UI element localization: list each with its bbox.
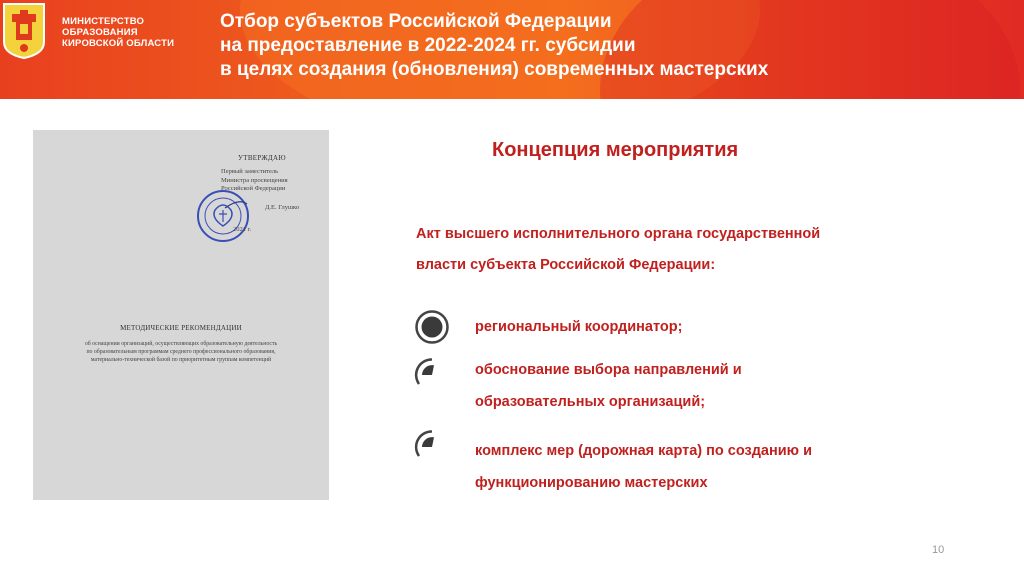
list-item-line: комплекс мер (дорожная карта) по созданию и	[475, 443, 812, 459]
header-banner	[0, 0, 1024, 99]
list-item-text	[475, 435, 935, 499]
title-line: на предоставление в 2022-2024 гг. субсидии	[220, 35, 636, 56]
list-item-line: образовательных организаций;	[475, 394, 706, 410]
act-description	[416, 219, 916, 281]
list-item-line: региональный координатор;	[475, 319, 683, 335]
official-stamp-icon	[195, 188, 251, 244]
full-circle-icon	[414, 309, 450, 345]
act-line: Акт высшего исполнительного органа государственной	[416, 226, 821, 242]
document-body	[53, 340, 309, 364]
document-date: 2021 г.	[233, 226, 252, 233]
document-scan	[33, 130, 329, 500]
page-number: 10	[932, 544, 945, 556]
partial-circle-icon	[414, 429, 450, 465]
coat-of-arms-logo	[0, 0, 48, 60]
list-item-line: обоснование выбора направлений и	[475, 362, 742, 378]
document-body-line: материально-технической базой по приоритетным группам компетенций	[90, 357, 272, 363]
document-signer: Д.Е. Глушко	[265, 204, 300, 211]
title-line: в целях создания (обновления) современных мастерских	[220, 59, 769, 80]
ministry-line: КИРОВСКОЙ ОБЛАСТИ	[62, 38, 175, 49]
concept-title: Концепция мероприятия	[492, 139, 739, 161]
list-item-text	[475, 311, 935, 343]
ministry-line: МИНИСТЕРСТВО	[62, 16, 145, 27]
document-body-line: по образовательным программам среднего профессионального образования,	[86, 349, 276, 355]
list-item-line: функционированию мастерских	[475, 475, 708, 491]
list-item-text	[475, 354, 935, 418]
title-line: Отбор субъектов Российской Федерации	[220, 11, 612, 32]
partial-circle-icon	[414, 357, 450, 393]
approver-line: Первый заместитель	[221, 168, 279, 175]
approver-line: Министра просвещения	[221, 176, 288, 184]
ministry-line: ОБРАЗОВАНИЯ	[62, 27, 138, 38]
page-title	[220, 10, 1000, 82]
approver-line: Российской Федерации	[221, 185, 286, 192]
document-body-line: об оснащении организаций, осуществляющих образовательную деятельность	[84, 341, 278, 347]
act-line: власти субъекта Российской Федерации:	[416, 257, 716, 273]
document-approve-label: УТВЕРЖДАЮ	[238, 154, 286, 162]
ministry-name	[62, 16, 202, 49]
document-heading: МЕТОДИЧЕСКИЕ РЕКОМЕНДАЦИИ	[120, 324, 242, 332]
